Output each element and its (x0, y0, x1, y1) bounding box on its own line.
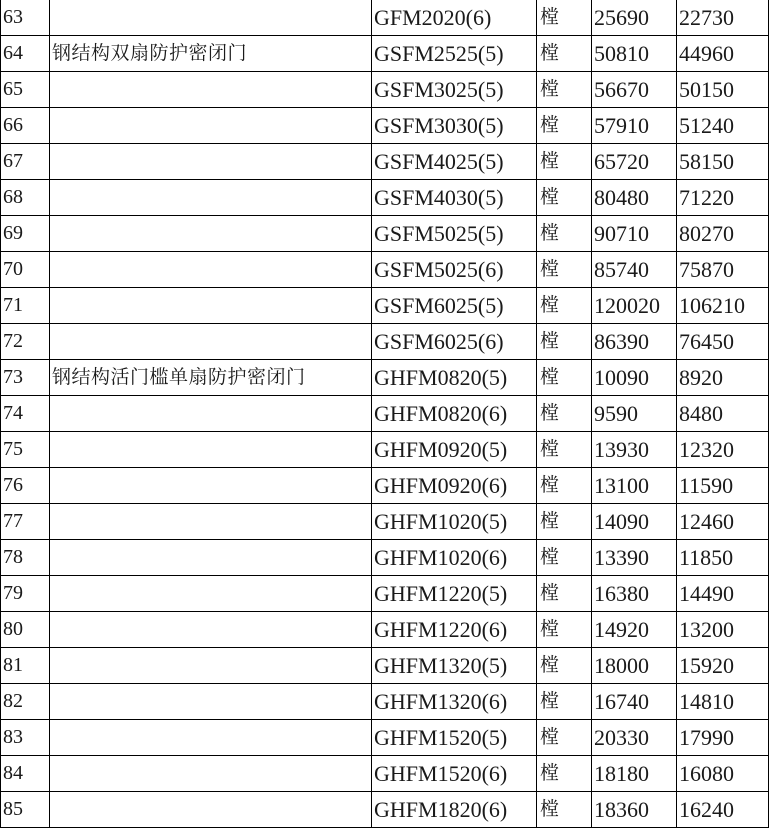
model-code-cell: GSFM2525(5) (372, 36, 537, 72)
product-name-cell (50, 468, 372, 504)
table-row (1, 216, 769, 252)
model-code-cell: GHFM1820(6) (372, 792, 537, 828)
unit-cell: 樘 (537, 324, 592, 360)
price-2-cell: 14490 (677, 576, 769, 612)
price-1-cell: 9590 (592, 396, 677, 432)
price-1-cell: 18360 (592, 792, 677, 828)
table-row (1, 648, 769, 684)
price-table-body (1, 0, 769, 828)
price-1-cell: 16380 (592, 576, 677, 612)
table-row (1, 108, 769, 144)
table-row (1, 252, 769, 288)
table-row (1, 396, 769, 432)
unit-cell: 樘 (537, 684, 592, 720)
model-code-cell: GHFM0820(5) (372, 360, 537, 396)
table-row (1, 756, 769, 792)
unit-cell: 樘 (537, 180, 592, 216)
price-2-cell: 75870 (677, 252, 769, 288)
model-code-cell: GHFM0920(5) (372, 432, 537, 468)
row-number-cell: 83 (1, 720, 50, 756)
price-1-cell: 14090 (592, 504, 677, 540)
price-1-cell: 56670 (592, 72, 677, 108)
model-code-cell: GSFM6025(6) (372, 324, 537, 360)
table-row (1, 360, 769, 396)
model-code-cell: GHFM1220(6) (372, 612, 537, 648)
model-code-cell: GHFM1520(6) (372, 756, 537, 792)
unit-cell: 樘 (537, 288, 592, 324)
product-name-cell (50, 504, 372, 540)
table-row (1, 504, 769, 540)
row-number-cell: 79 (1, 576, 50, 612)
product-name-cell: 钢结构活门槛单扇防护密闭门 (50, 360, 372, 396)
product-name-cell (50, 216, 372, 252)
price-1-cell: 80480 (592, 180, 677, 216)
unit-cell: 樘 (537, 396, 592, 432)
row-number-cell: 81 (1, 648, 50, 684)
unit-cell: 樘 (537, 756, 592, 792)
table-row (1, 576, 769, 612)
product-name-cell (50, 540, 372, 576)
price-1-cell: 20330 (592, 720, 677, 756)
price-2-cell: 15920 (677, 648, 769, 684)
price-1-cell: 13100 (592, 468, 677, 504)
product-name-cell (50, 648, 372, 684)
price-1-cell: 13390 (592, 540, 677, 576)
price-1-cell: 85740 (592, 252, 677, 288)
unit-cell: 樘 (537, 648, 592, 684)
table-row (1, 36, 769, 72)
price-1-cell: 13930 (592, 432, 677, 468)
model-code-cell: GSFM3030(5) (372, 108, 537, 144)
price-1-cell: 10090 (592, 360, 677, 396)
table-row (1, 144, 769, 180)
price-2-cell: 106210 (677, 288, 769, 324)
product-name-cell (50, 432, 372, 468)
table-row (1, 540, 769, 576)
row-number-cell: 63 (1, 0, 50, 36)
product-name-cell (50, 324, 372, 360)
table-row (1, 432, 769, 468)
row-number-cell: 80 (1, 612, 50, 648)
row-number-cell: 70 (1, 252, 50, 288)
unit-cell: 樘 (537, 360, 592, 396)
price-2-cell: 17990 (677, 720, 769, 756)
price-2-cell: 58150 (677, 144, 769, 180)
price-2-cell: 80270 (677, 216, 769, 252)
product-name-cell (50, 756, 372, 792)
table-row (1, 468, 769, 504)
table-row (1, 720, 769, 756)
product-name-cell (50, 612, 372, 648)
row-number-cell: 76 (1, 468, 50, 504)
product-name-cell: 钢结构双扇防护密闭门 (50, 36, 372, 72)
unit-cell: 樘 (537, 216, 592, 252)
unit-cell: 樘 (537, 0, 592, 36)
row-number-cell: 82 (1, 684, 50, 720)
unit-cell: 樘 (537, 432, 592, 468)
product-name-cell (50, 252, 372, 288)
model-code-cell: GHFM0920(6) (372, 468, 537, 504)
unit-cell: 樘 (537, 720, 592, 756)
table-row (1, 180, 769, 216)
row-number-cell: 71 (1, 288, 50, 324)
model-code-cell: GHFM1020(5) (372, 504, 537, 540)
price-1-cell: 57910 (592, 108, 677, 144)
product-name-cell (50, 684, 372, 720)
unit-cell: 樘 (537, 792, 592, 828)
product-name-cell (50, 576, 372, 612)
model-code-cell: GSFM3025(5) (372, 72, 537, 108)
product-name-cell (50, 108, 372, 144)
model-code-cell: GFM2020(6) (372, 0, 537, 36)
price-2-cell: 16080 (677, 756, 769, 792)
price-2-cell: 12460 (677, 504, 769, 540)
table-row (1, 792, 769, 828)
unit-cell: 樘 (537, 72, 592, 108)
row-number-cell: 66 (1, 108, 50, 144)
table-row (1, 0, 769, 36)
price-2-cell: 22730 (677, 0, 769, 36)
price-1-cell: 18000 (592, 648, 677, 684)
row-number-cell: 65 (1, 72, 50, 108)
model-code-cell: GHFM1320(6) (372, 684, 537, 720)
price-1-cell: 25690 (592, 0, 677, 36)
unit-cell: 樘 (537, 144, 592, 180)
price-2-cell: 50150 (677, 72, 769, 108)
row-number-cell: 77 (1, 504, 50, 540)
price-1-cell: 86390 (592, 324, 677, 360)
model-code-cell: GHFM1520(5) (372, 720, 537, 756)
price-1-cell: 16740 (592, 684, 677, 720)
table-row (1, 288, 769, 324)
row-number-cell: 68 (1, 180, 50, 216)
price-2-cell: 14810 (677, 684, 769, 720)
price-2-cell: 51240 (677, 108, 769, 144)
price-2-cell: 76450 (677, 324, 769, 360)
price-2-cell: 8920 (677, 360, 769, 396)
row-number-cell: 69 (1, 216, 50, 252)
model-code-cell: GSFM5025(6) (372, 252, 537, 288)
row-number-cell: 72 (1, 324, 50, 360)
row-number-cell: 78 (1, 540, 50, 576)
unit-cell: 樘 (537, 540, 592, 576)
price-1-cell: 14920 (592, 612, 677, 648)
price-2-cell: 71220 (677, 180, 769, 216)
unit-cell: 樘 (537, 576, 592, 612)
model-code-cell: GHFM1220(5) (372, 576, 537, 612)
row-number-cell: 85 (1, 792, 50, 828)
model-code-cell: GHFM0820(6) (372, 396, 537, 432)
price-1-cell: 90710 (592, 216, 677, 252)
row-number-cell: 75 (1, 432, 50, 468)
price-1-cell: 18180 (592, 756, 677, 792)
product-name-cell (50, 72, 372, 108)
price-2-cell: 12320 (677, 432, 769, 468)
price-1-cell: 50810 (592, 36, 677, 72)
price-2-cell: 8480 (677, 396, 769, 432)
price-2-cell: 16240 (677, 792, 769, 828)
unit-cell: 樘 (537, 108, 592, 144)
row-number-cell: 73 (1, 360, 50, 396)
product-name-cell (50, 288, 372, 324)
table-row (1, 612, 769, 648)
unit-cell: 樘 (537, 612, 592, 648)
price-2-cell: 11850 (677, 540, 769, 576)
table-row (1, 72, 769, 108)
row-number-cell: 84 (1, 756, 50, 792)
model-code-cell: GSFM4030(5) (372, 180, 537, 216)
product-name-cell (50, 792, 372, 828)
table-row (1, 684, 769, 720)
product-name-cell (50, 720, 372, 756)
price-2-cell: 44960 (677, 36, 769, 72)
unit-cell: 樘 (537, 504, 592, 540)
model-code-cell: GHFM1020(6) (372, 540, 537, 576)
unit-cell: 樘 (537, 468, 592, 504)
price-2-cell: 13200 (677, 612, 769, 648)
price-1-cell: 65720 (592, 144, 677, 180)
row-number-cell: 67 (1, 144, 50, 180)
product-name-cell (50, 180, 372, 216)
model-code-cell: GSFM5025(5) (372, 216, 537, 252)
price-1-cell: 120020 (592, 288, 677, 324)
row-number-cell: 74 (1, 396, 50, 432)
unit-cell: 樘 (537, 36, 592, 72)
price-2-cell: 11590 (677, 468, 769, 504)
row-number-cell: 64 (1, 36, 50, 72)
product-name-cell (50, 396, 372, 432)
product-name-cell (50, 0, 372, 36)
model-code-cell: GHFM1320(5) (372, 648, 537, 684)
product-name-cell (50, 144, 372, 180)
model-code-cell: GSFM6025(5) (372, 288, 537, 324)
table-row (1, 324, 769, 360)
unit-cell: 樘 (537, 252, 592, 288)
model-code-cell: GSFM4025(5) (372, 144, 537, 180)
